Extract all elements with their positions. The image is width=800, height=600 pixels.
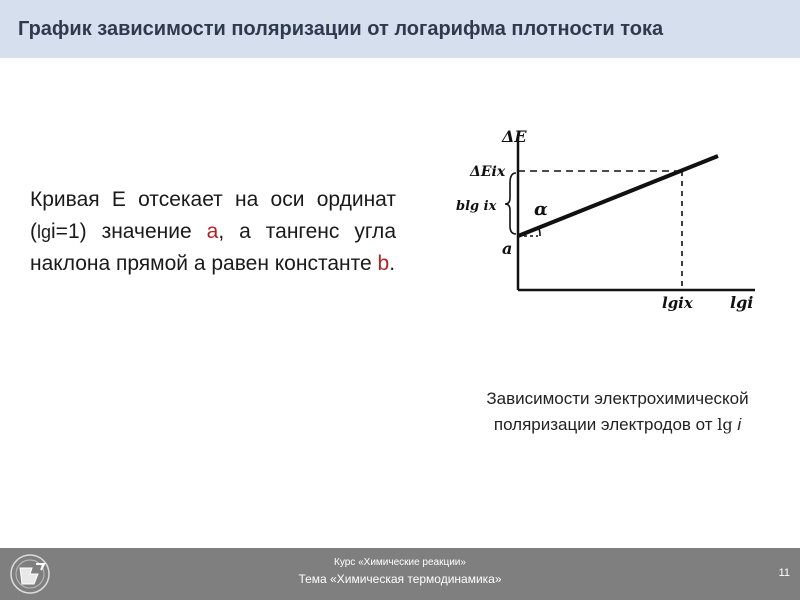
caption-lg: lg: [717, 415, 733, 434]
delta-e-ix-label: ΔEix: [470, 164, 506, 180]
footer-course: Курс «Химические реакции»: [334, 557, 466, 568]
polarization-diagram: [450, 118, 790, 328]
page-title: График зависимости поляризации от логарифма плотности тока: [18, 17, 664, 40]
body-line-4a: а равен константе: [193, 252, 378, 275]
figure-caption: [440, 386, 795, 438]
x-tick-label: lgix: [662, 294, 693, 312]
body-line-1: Кривая Е отсекает на оси: [30, 188, 305, 211]
footer-topic: Тема «Химическая термодинамика»: [298, 572, 502, 586]
intercept-letter: а: [206, 220, 219, 243]
alpha-label: α: [534, 199, 548, 220]
caption-line-1: Зависимости электрохимической: [486, 389, 749, 408]
page-number: 11: [778, 567, 790, 579]
b-lg-ix-label: blg ix: [456, 199, 497, 214]
body-line-2b: i=1) значение: [51, 220, 207, 243]
intercept-label: a: [502, 239, 513, 258]
body-line-2c: , а: [218, 220, 251, 243]
header-bar: [0, 0, 800, 58]
x-axis-label: lgi: [730, 293, 754, 312]
caption-line-2: [440, 412, 795, 438]
footer-bar: [0, 548, 800, 600]
body-line-2a: ординат (: [30, 188, 396, 243]
brace: [505, 173, 516, 234]
polarization-line: [518, 156, 718, 236]
body-line-3: тангенс угла наклона прямой: [30, 220, 396, 275]
caption-i: i: [732, 415, 742, 434]
caption-line-2a: поляризации электродов от: [493, 415, 718, 434]
body-lg: lg: [37, 222, 52, 242]
y-axis-label: ΔE: [502, 127, 527, 146]
body-line-4c: .: [389, 252, 396, 275]
body-paragraph: [30, 184, 396, 280]
constant-letter: b: [377, 252, 390, 275]
